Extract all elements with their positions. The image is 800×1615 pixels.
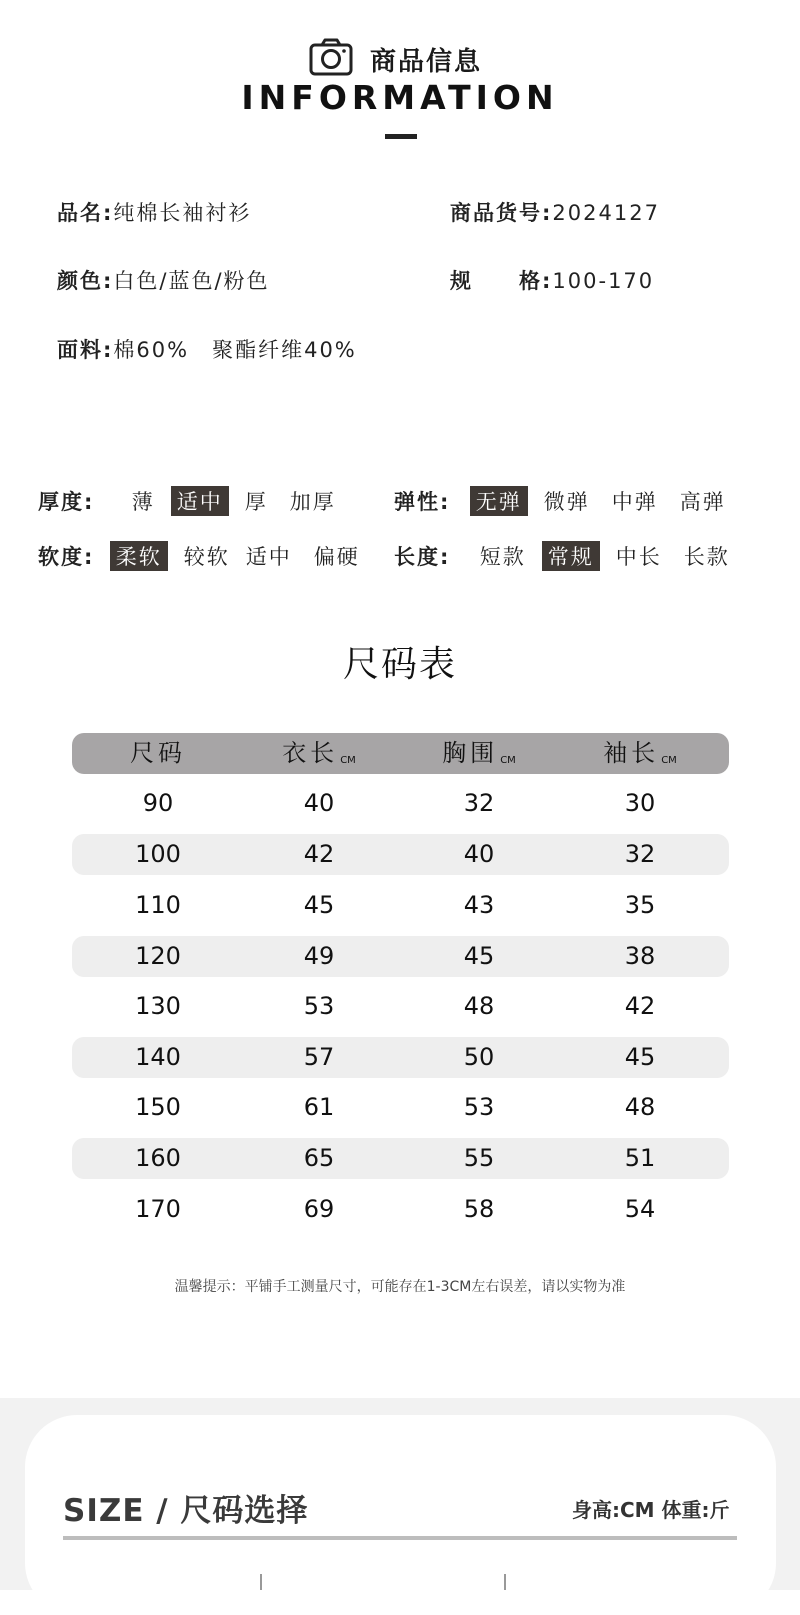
option: 中长: [615, 545, 662, 569]
cell: 58: [463, 1195, 495, 1223]
title-underline: [385, 134, 417, 139]
cell: 100: [135, 840, 181, 868]
size-select-title: SIZE / 尺码选择: [63, 1493, 309, 1529]
section-title-cn: 商品信息: [370, 47, 483, 77]
option: 较软: [183, 545, 230, 569]
cell: 54: [624, 1195, 656, 1223]
cell: 48: [624, 1093, 656, 1121]
option: 短款: [479, 545, 526, 569]
attr-length: 长度: 短款 常规 中长 长款: [394, 541, 746, 571]
cell: 150: [135, 1093, 181, 1121]
cell: 140: [135, 1043, 181, 1071]
attr-elasticity: 弹性: 无弹 微弹 中弹 高弹: [394, 486, 742, 516]
attr-softness: 软度: 柔软 较软 适中 偏硬: [38, 541, 376, 571]
measurement-tip: 温馨提示：平铺手工测量尺寸，可能存在1-3CM左右误差，请以实物为准: [174, 1279, 626, 1295]
info-spec: 规 格:100-170: [450, 269, 655, 293]
table-row: [72, 1138, 729, 1179]
info-product-name: 品名:纯棉长袖衬衫: [57, 201, 252, 225]
cell: 49: [303, 942, 335, 970]
option-selected: 无弹: [470, 486, 528, 516]
size-table-title: 尺码表: [342, 644, 457, 685]
table-row: [72, 783, 729, 824]
section-title-en: INFORMATION: [241, 78, 559, 117]
info-item-number: 商品货号:2024127: [450, 201, 660, 225]
size-table-header: [72, 733, 729, 774]
cell: 38: [624, 942, 656, 970]
cell: 45: [463, 942, 495, 970]
table-row: [72, 936, 729, 977]
header-chest: 胸围 CM: [442, 739, 516, 767]
divider: [63, 1536, 737, 1540]
cell: 160: [135, 1144, 181, 1172]
table-row: [72, 834, 729, 875]
table-row: [72, 1189, 729, 1230]
table-row: [72, 1037, 729, 1078]
cell: 50: [463, 1043, 495, 1071]
attr-thickness: 厚度: 薄 适中 厚 加厚: [38, 486, 352, 516]
cell: 120: [135, 942, 181, 970]
cell: 40: [463, 840, 495, 868]
option: 加厚: [289, 490, 336, 514]
table-row: [72, 885, 729, 926]
cell: 30: [624, 789, 656, 817]
cell: 35: [624, 891, 656, 919]
cell: 51: [624, 1144, 656, 1172]
cell: 61: [303, 1093, 335, 1121]
cell: 57: [303, 1043, 335, 1071]
table-row: [72, 1087, 729, 1128]
cell: 65: [303, 1144, 335, 1172]
camera-icon: [309, 38, 353, 76]
cell: 32: [463, 789, 495, 817]
option: 厚: [244, 490, 268, 514]
info-color: 颜色:白色/蓝色/粉色: [57, 269, 270, 293]
cell: 69: [303, 1195, 335, 1223]
header-sleeve: 袖长 CM: [603, 739, 677, 767]
cell: 43: [463, 891, 495, 919]
option: 适中: [245, 545, 292, 569]
cell: 32: [624, 840, 656, 868]
option: 微弹: [543, 490, 590, 514]
option: 高弹: [679, 490, 726, 514]
cell: 42: [303, 840, 335, 868]
option-selected: 柔软: [110, 541, 168, 571]
option: 偏硬: [313, 545, 360, 569]
cell: 90: [142, 789, 174, 817]
cell: 53: [303, 992, 335, 1020]
cell: 48: [463, 992, 495, 1020]
info-fabric: 面料:棉60% 聚酯纤维40%: [57, 338, 357, 362]
cell: 45: [624, 1043, 656, 1071]
option-selected: 常规: [542, 541, 600, 571]
header-length: 衣长 CM: [282, 739, 356, 767]
size-select-unit: 身高:CM 体重:斤: [572, 1498, 730, 1522]
option: 薄: [131, 490, 155, 514]
header-size: 尺码: [130, 739, 186, 767]
cell: 45: [303, 891, 335, 919]
cell: 55: [463, 1144, 495, 1172]
cell: 42: [624, 992, 656, 1020]
column-divider: [260, 1574, 262, 1590]
option: 中弹: [611, 490, 658, 514]
cell: 170: [135, 1195, 181, 1223]
column-divider: [504, 1574, 506, 1590]
cell: 110: [135, 891, 181, 919]
option: 长款: [683, 545, 730, 569]
table-row: [72, 986, 729, 1027]
cell: 130: [135, 992, 181, 1020]
option-selected: 适中: [171, 486, 229, 516]
cell: 40: [303, 789, 335, 817]
cell: 53: [463, 1093, 495, 1121]
